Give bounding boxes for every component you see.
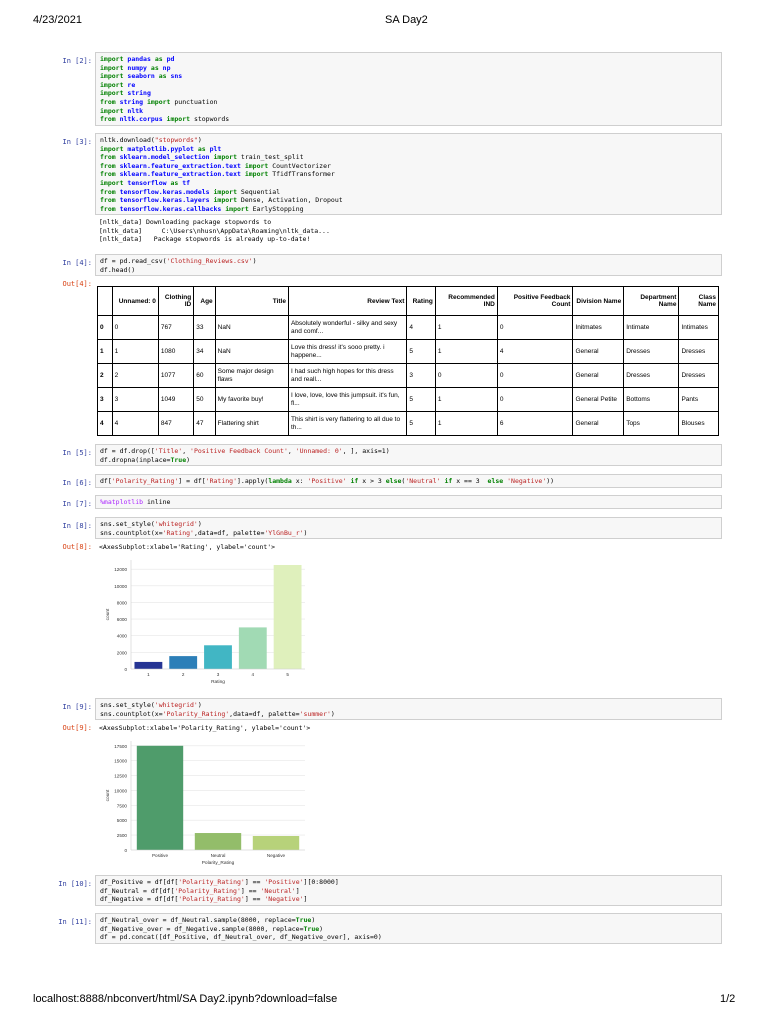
x-tick-label: 4 — [251, 672, 255, 677]
table-cell: 1077 — [158, 364, 193, 388]
table-cell: I had such high hopes for this dress and reall... — [288, 364, 406, 388]
table-cell: Intimates — [679, 316, 719, 340]
y-tick-label: 12500 — [114, 773, 127, 779]
polarity-countplot-chart — [95, 733, 325, 868]
y-tick-label: 8000 — [116, 600, 127, 606]
table-cell: 2 — [112, 364, 158, 388]
table-cell: NaN — [215, 316, 288, 340]
table-cell: Dresses — [624, 364, 679, 388]
table-cell: This shirt is very flattering to all due to th... — [288, 412, 406, 436]
table-cell: 3 — [407, 364, 435, 388]
table-row — [98, 388, 719, 412]
table-cell: General — [573, 364, 624, 388]
x-tick-label: 3 — [216, 672, 220, 677]
x-axis-label: Rating — [211, 680, 225, 685]
code-cell-polarity-rating[interactable]: df['Polarity_Rating'] = df['Rating'].apply(lambda x: 'Positive' if x > 3 else('Neutral' if x == 3 else 'Negative')) — [95, 474, 722, 488]
cell-prompt: In [9]: — [62, 703, 92, 711]
table-cell: 4 — [497, 340, 573, 364]
cell-prompt: In [7]: — [62, 500, 92, 508]
table-cell: 3 — [112, 388, 158, 412]
code-cell-oversample[interactable]: df_Neutral_over = df_Neutral.sample(8000, replace=True) df_Negative_over = df_Negative.sample(8000, replace=True) df = pd.concat([df_Positive, df_Neutral_over, df_Negative_over], axis=0) — [95, 913, 722, 944]
table-column-header: Clothing ID — [158, 287, 193, 316]
table-column-header: Age — [194, 287, 215, 316]
y-axis-label: count — [106, 608, 111, 621]
table-cell: 34 — [194, 340, 215, 364]
cell-prompt: In [2]: — [62, 57, 92, 65]
code-cell-split-polarity[interactable]: df_Positive = df[df['Polarity_Rating'] == 'Positive'][0:8000] df_Neutral = df[df['Polarity_Rating'] == 'Neutral'] df_Negative = df[df['Polarity_Rating'] == 'Negative'] — [95, 875, 722, 906]
table-column-header: Unnamed: 0 — [112, 287, 158, 316]
table-cell: Absolutely wonderful - silky and sexy and comf... — [288, 316, 406, 340]
table-cell: 6 — [497, 412, 573, 436]
x-tick-label: Negative — [266, 853, 286, 858]
table-cell: Love this dress! it's sooo pretty. i happene... — [288, 340, 406, 364]
print-url: localhost:8888/nbconvert/html/SA Day2.ipynb?download=false — [33, 993, 338, 1005]
table-cell: Tops — [624, 412, 679, 436]
table-cell: 0 — [497, 316, 573, 340]
table-cell: Pants — [679, 388, 719, 412]
nltk-stream-output: [nltk_data] Downloading package stopwords to [nltk_data] C:\Users\nhusn\AppData\Roaming\nltk_data... [nltk_data] Package stopwords is already up-to-date! — [99, 218, 330, 244]
row-index: 1 — [98, 340, 113, 364]
table-cell: 5 — [407, 340, 435, 364]
cell-prompt: In [5]: — [62, 449, 92, 457]
table-cell: 4 — [112, 412, 158, 436]
code-cell-rating-countplot[interactable]: sns.set_style('whitegrid') sns.countplot(x='Rating',data=df, palette='YlGnBu_r') — [95, 517, 722, 539]
table-column-header: Recommended IND — [435, 287, 497, 316]
cell-prompt: In [3]: — [62, 138, 92, 146]
table-cell: 1080 — [158, 340, 193, 364]
x-tick-label: Positive — [151, 853, 169, 858]
x-tick-label: 2 — [181, 672, 185, 677]
table-cell: 33 — [194, 316, 215, 340]
page-number: 1/2 — [720, 993, 736, 1005]
table-cell: 1 — [435, 412, 497, 436]
table-cell: Bottoms — [624, 388, 679, 412]
cell-prompt: In [10]: — [58, 880, 92, 888]
table-cell: 767 — [158, 316, 193, 340]
bar — [134, 662, 162, 669]
table-cell: 0 — [112, 316, 158, 340]
row-index: 3 — [98, 388, 113, 412]
table-cell: 47 — [194, 412, 215, 436]
bar — [274, 565, 302, 669]
table-row — [98, 364, 719, 388]
table-column-header: Department Name — [624, 287, 679, 316]
cell-prompt: In [4]: — [62, 259, 92, 267]
y-tick-label: 0 — [124, 848, 127, 853]
table-column-header: Title — [215, 287, 288, 316]
cell-prompt: In [6]: — [62, 479, 92, 487]
table-column-header: Division Name — [573, 287, 624, 316]
code-cell-matplotlib-inline[interactable]: %matplotlib inline — [95, 495, 722, 509]
y-tick-label: 2500 — [116, 833, 127, 839]
y-tick-label: 4000 — [116, 633, 127, 639]
table-cell: Intimate — [624, 316, 679, 340]
axes-repr-output: <AxesSubplot:xlabel='Rating', ylabel='count'> — [99, 543, 276, 551]
table-cell: 4 — [407, 316, 435, 340]
table-column-header: Class Name — [679, 287, 719, 316]
out-prompt: Out[8]: — [62, 543, 92, 551]
table-row — [98, 340, 719, 364]
table-cell: Some major design flaws — [215, 364, 288, 388]
code-cell-drop-columns[interactable]: df = df.drop(['Title', 'Positive Feedback Count', 'Unnamed: 0', ], axis=1) df.dropna(inplace=True) — [95, 444, 722, 466]
y-tick-label: 6000 — [116, 617, 127, 623]
table-cell: General — [573, 412, 624, 436]
bar — [253, 836, 299, 850]
code-cell-nltk-imports[interactable]: nltk.download("stopwords") import matplotlib.pyplot as plt from sklearn.model_selection import train_test_split from sklearn.feature_extraction.text import CountVectorizer from sklearn.feature_extraction.text import TfidfTransformer import tensorflow as tf from tensorflow.keras.models import Sequential from tensorflow.keras.layers import Dense, Activation, Dropout from tensorflow.keras.callbacks import EarlyStopping — [95, 133, 722, 215]
bar — [195, 833, 241, 850]
table-cell: 1 — [435, 316, 497, 340]
cell-prompt: In [11]: — [58, 918, 92, 926]
table-cell: 5 — [407, 412, 435, 436]
table-cell: General — [573, 340, 624, 364]
table-row — [98, 412, 719, 436]
y-tick-label: 12000 — [114, 567, 127, 573]
table-cell: Dresses — [679, 340, 719, 364]
out-prompt: Out[4]: — [62, 280, 92, 288]
y-tick-label: 5000 — [116, 818, 127, 824]
bar — [239, 627, 267, 669]
code-cell-read-csv[interactable]: df = pd.read_csv('Clothing_Reviews.csv') df.head() — [95, 254, 722, 276]
axes-repr-output: <AxesSubplot:xlabel='Polarity_Rating', ylabel='count'> — [99, 724, 311, 732]
print-title: SA Day2 — [385, 14, 428, 26]
row-index: 0 — [98, 316, 113, 340]
row-index: 2 — [98, 364, 113, 388]
x-tick-label: 5 — [286, 672, 289, 677]
table-cell: 50 — [194, 388, 215, 412]
table-cell: General Petite — [573, 388, 624, 412]
rating-countplot-chart — [95, 556, 325, 691]
bar — [137, 746, 183, 850]
y-tick-label: 2000 — [116, 650, 127, 656]
table-column-header — [98, 287, 113, 316]
table-row — [98, 316, 719, 340]
y-tick-label: 15000 — [114, 758, 127, 764]
y-tick-label: 10000 — [114, 583, 127, 589]
table-cell: 60 — [194, 364, 215, 388]
table-cell: 5 — [407, 388, 435, 412]
y-axis-label: count — [106, 789, 111, 802]
table-cell: 1049 — [158, 388, 193, 412]
table-cell: 1 — [112, 340, 158, 364]
out-prompt: Out[9]: — [62, 724, 92, 732]
table-cell: 1 — [435, 340, 497, 364]
code-cell-polarity-countplot[interactable]: sns.set_style('whitegrid') sns.countplot(x='Polarity_Rating',data=df, palette='summer') — [95, 698, 722, 720]
table-cell: Flattering shirt — [215, 412, 288, 436]
code-cell-imports[interactable]: import pandas as pd import numpy as np import seaborn as sns import re import string from string import punctuation import nltk from nltk.corpus import stopwords — [95, 52, 722, 126]
row-index: 4 — [98, 412, 113, 436]
y-tick-label: 17500 — [114, 743, 127, 749]
table-cell: 1 — [435, 388, 497, 412]
table-cell: 847 — [158, 412, 193, 436]
table-cell: Dresses — [679, 364, 719, 388]
print-date: 4/23/2021 — [33, 14, 82, 26]
table-cell: NaN — [215, 340, 288, 364]
table-column-header: Review Text — [288, 287, 406, 316]
y-tick-label: 10000 — [114, 788, 127, 794]
table-cell: 0 — [497, 364, 573, 388]
table-column-header: Rating — [407, 287, 435, 316]
cell-prompt: In [8]: — [62, 522, 92, 530]
table-cell: Initmates — [573, 316, 624, 340]
table-cell: 0 — [497, 388, 573, 412]
x-tick-label: Neutral — [210, 853, 226, 858]
table-column-header: Positive Feedback Count — [497, 287, 573, 316]
table-cell: I love, love, love this jumpsuit. it's fun, fl... — [288, 388, 406, 412]
table-cell: My favorite buy! — [215, 388, 288, 412]
table-cell: 0 — [435, 364, 497, 388]
y-tick-label: 7500 — [116, 803, 127, 809]
table-cell: Dresses — [624, 340, 679, 364]
bar — [204, 645, 232, 669]
x-axis-label: Polarity_Rating — [201, 861, 235, 866]
bar — [169, 656, 197, 669]
y-tick-label: 0 — [124, 667, 127, 672]
x-tick-label: 1 — [147, 672, 150, 677]
table-cell: Blouses — [679, 412, 719, 436]
dataframe-head-table — [97, 286, 719, 436]
